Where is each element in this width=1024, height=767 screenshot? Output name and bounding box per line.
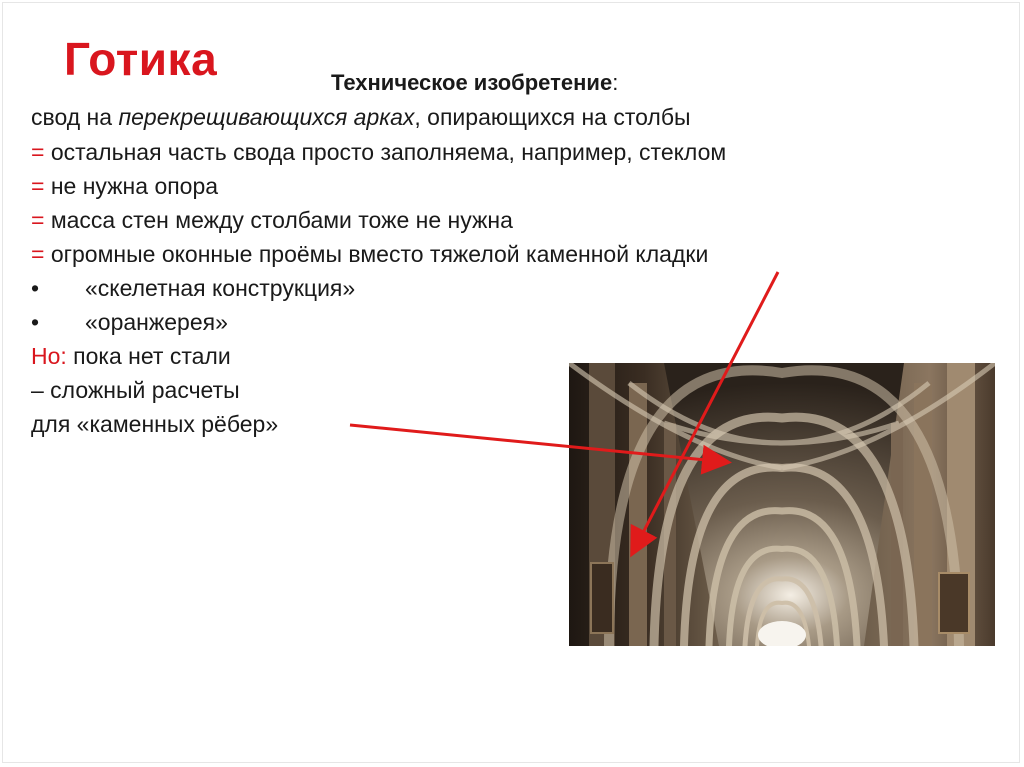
gothic-vault-photo <box>569 363 995 646</box>
text-line-fill <box>31 137 726 167</box>
text-line-no-steel <box>31 341 231 371</box>
line-text: для «каменных рёбер» <box>31 411 279 437</box>
line-text: – сложный расчеты <box>31 377 240 403</box>
text-line-calculations <box>31 375 240 405</box>
subtitle-colon: : <box>612 70 619 95</box>
slide-subtitle <box>331 70 618 96</box>
bullet-icon: • <box>31 275 40 301</box>
equals-sign: = <box>31 173 45 199</box>
text-line-walls <box>31 205 513 235</box>
equals-sign: = <box>31 241 45 267</box>
bullet-item-skeleton <box>31 273 355 303</box>
line-text: остальная часть свода просто заполняема, например, стеклом <box>44 139 727 165</box>
text-line-stone-ribs <box>31 409 278 439</box>
equals-sign: = <box>31 207 45 233</box>
bullet-icon: • <box>31 309 40 335</box>
but-label: Но: <box>31 343 67 369</box>
equals-sign: = <box>31 139 45 165</box>
text-line-windows <box>31 239 708 269</box>
line-text: масса стен между столбами тоже не нужна <box>44 207 513 233</box>
line-vault-italic: перекрещивающихся арках <box>118 104 415 130</box>
line-vault-post: , опирающихся на столбы <box>414 104 691 130</box>
bullet-text: «скелетная конструкция» <box>85 275 356 301</box>
line-text: огромные оконные проёмы вместо тяжелой каменной кладки <box>44 241 709 267</box>
text-line-support <box>31 171 218 201</box>
slide-title: Готика <box>64 33 218 85</box>
line-text: не нужна опора <box>44 173 219 199</box>
subtitle-text: Техническое изобретение <box>331 70 613 95</box>
bullet-item-greenhouse <box>31 307 228 337</box>
text-line-vault <box>31 102 691 132</box>
bullet-text: «оранжерея» <box>85 309 228 335</box>
line-vault-pre: свод на <box>31 104 119 130</box>
line-text: пока нет стали <box>66 343 231 369</box>
